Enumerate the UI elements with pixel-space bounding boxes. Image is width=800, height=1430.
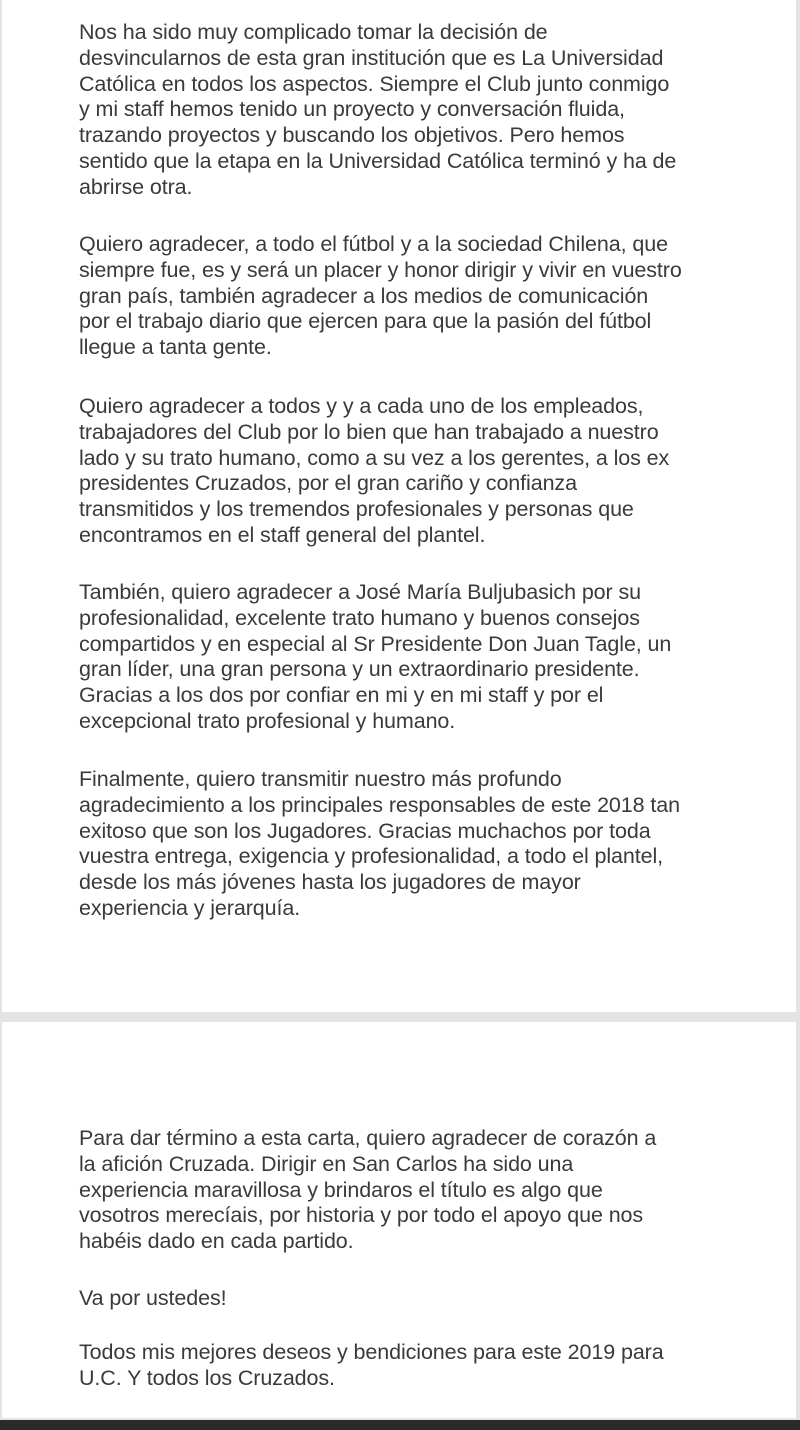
text-line: trazando proyectos y buscando los objetivos. Pero hemos — [79, 123, 625, 148]
text-line: y mi staff hemos tenido un proyecto y conversación fluida, — [79, 97, 625, 122]
text-line: gran país, también agradecer a los medios de comunicación — [79, 283, 649, 308]
text-line: la afición Cruzada. Dirigir en San Carlos ha sido una — [79, 1151, 574, 1176]
text-line: siempre fue, es y será un placer y honor dirigir y vivir en vuestro — [79, 257, 682, 282]
text-line: profesionalidad, excelente trato humano y buenos consejos — [79, 605, 640, 630]
text-line: experiencia maravillosa y brindaros el título es algo que — [79, 1177, 603, 1202]
text-line: Quiero agradecer, a todo el fútbol y a la sociedad Chilena, que — [79, 232, 668, 256]
text-line: experiencia y jerarquía. — [79, 895, 301, 920]
text-line: Gracias a los dos por confiar en mi y en mi staff y por el — [79, 683, 604, 708]
letter-page-2 — [2, 1022, 796, 1418]
text-line: excepcional trato profesional y humano. — [79, 708, 456, 733]
paragraph-closing-wishes — [79, 1340, 779, 1392]
paragraph-dedication — [79, 1286, 779, 1312]
text-line: desvincularnos de esta gran institución que es La Universidad — [79, 45, 664, 70]
text-line: llegue a tanta gente. — [79, 335, 272, 360]
bottom-bar — [0, 1420, 800, 1430]
text-line: Quiero agradecer a todos y y a cada uno de los empleados, — [79, 394, 644, 418]
text-line: Va por ustedes! — [79, 1286, 227, 1310]
text-line: vuestra entrega, exigencia y profesionalidad, a todo el plantel, — [79, 844, 664, 869]
text-line: Todos mis mejores deseos y bendiciones para este 2019 para — [79, 1340, 664, 1364]
text-line: agradecimiento a los principales responsables de este 2018 tan — [79, 792, 680, 817]
text-line: vosotros merecíais, por historia y por todo el apoyo que nos — [79, 1203, 644, 1228]
paragraph-thanks-fans — [79, 1126, 779, 1255]
text-line: lado y su trato humano, como a su vez a los gerentes, a los ex — [79, 445, 670, 470]
text-line: desde los más jóvenes hasta los jugadores de mayor — [79, 870, 581, 895]
text-line: presidentes Cruzados, por el gran cariño y confianza — [79, 471, 577, 496]
text-line: compartidos y en especial al Sr Presidente Don Juan Tagle, un — [79, 631, 672, 656]
text-line: trabajadores del Club por lo bien que han trabajado a nuestro — [79, 419, 659, 444]
letter-page-1 — [2, 0, 796, 1012]
text-line: por el trabajo diario que ejercen para que la pasión del fútbol — [79, 309, 652, 334]
text-line: sentido que la etapa en la Universidad Católica terminó y ha de — [79, 148, 677, 173]
text-line: Para dar término a esta carta, quiero agradecer de corazón a — [79, 1126, 657, 1150]
text-line: U.C. Y todos los Cruzados. — [79, 1365, 335, 1390]
text-line: Católica en todos los aspectos. Siempre el Club junto conmigo — [79, 71, 670, 96]
paragraph-thanks-directors — [79, 580, 779, 735]
text-line: Nos ha sido muy complicado tomar la decisión de — [79, 20, 548, 44]
paragraph-thanks-chile — [79, 232, 779, 361]
text-line: También, quiero agradecer a José María Buljubasich por su — [79, 580, 641, 604]
text-line: Finalmente, quiero transmitir nuestro más profundo — [79, 767, 562, 791]
text-line: encontramos en el staff general del plantel. — [79, 522, 486, 547]
paragraph-farewell — [79, 20, 779, 201]
text-line: transmitidos y los tremendos profesionales y personas que — [79, 497, 634, 522]
paragraph-thanks-staff — [79, 394, 779, 549]
paragraph-thanks-players — [79, 767, 779, 922]
text-line: abrirse otra. — [79, 174, 193, 199]
text-line: gran líder, una gran persona y un extraordinario presidente. — [79, 657, 640, 682]
text-line: exitoso que son los Jugadores. Gracias muchachos por toda — [79, 818, 651, 843]
text-line: habéis dado en cada partido. — [79, 1229, 354, 1254]
